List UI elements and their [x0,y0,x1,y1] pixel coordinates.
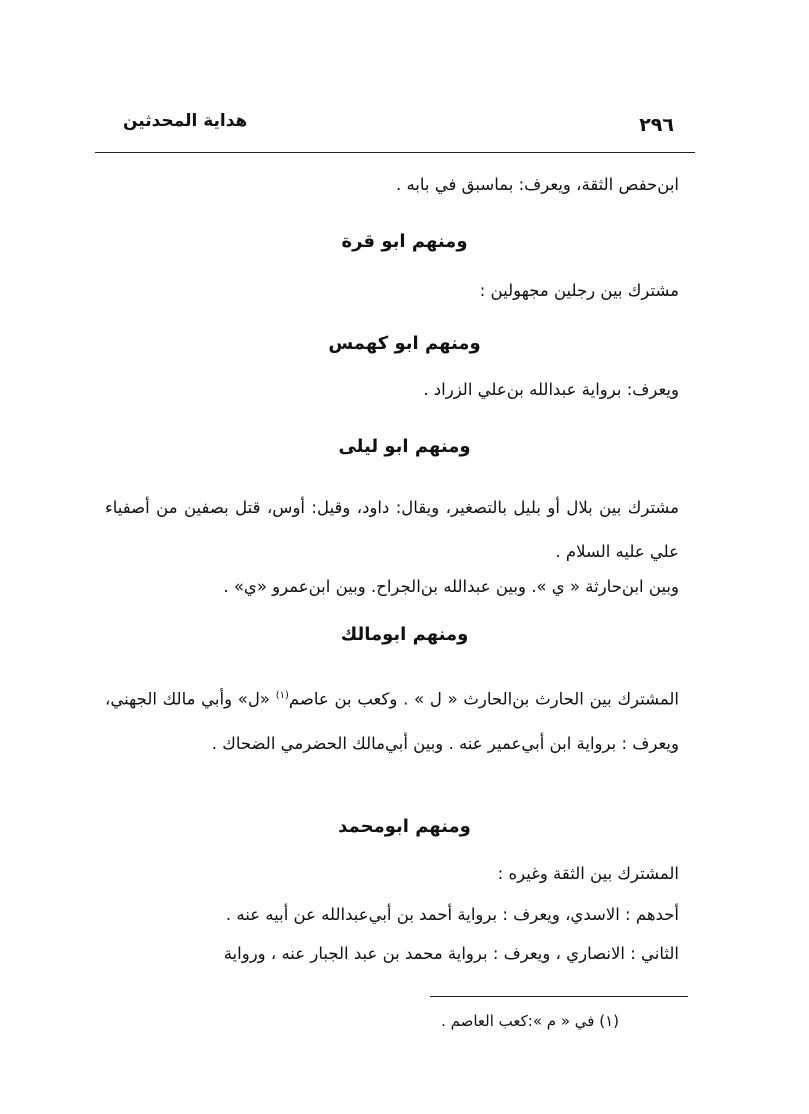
paragraph-abu-muhammad-first: أحدهم : الاسدي، ويعرف : برواية أحمد بن أبي‌عبدالله عن أبيه عنه . [225,905,679,924]
section-heading-abu-qurra: ومنهم ابو قرة [341,231,468,252]
paragraph-abu-qurra: مشترك بين رجلين مجهولين : [479,281,679,300]
section-heading-abu-muhammad: ومنهم ابومحمد [338,816,471,837]
running-title: هداية المحدثين [123,111,248,131]
intro-line: ابن‌حفص الثقة، ويعرف: بماسبق في بابه . [395,175,679,194]
section-heading-abu-kahmas: ومنهم ابو كهمس [328,333,481,354]
paragraph-abu-malik-part1: المشترك بين الحارث بن‌الحارث « ل » . وكعب بن عاصم [288,689,679,709]
footnote-marker: (١) [275,690,289,701]
paragraph-abu-muhammad-second: الثاني : الانصاري ، ويعرف : برواية محمد بن عبد الجبار عنه ، ورواية [223,944,679,963]
footnote: (١) في « م »:كعب العاصم . [441,1012,619,1030]
section-heading-abu-malik: ومنهم ابومالك [340,624,469,645]
header-divider [95,152,695,153]
paragraph-abu-layla-2: وبين ابن‌حارثة « ي ». وبين عبدالله بن‌الجراح. وبين ابن‌عمرو «ي» . [223,577,679,596]
paragraph-abu-malik-part2: «ل» وأبي مالك الجهني، ويعرف : برواية ابن أبي‌عمير عنه . وبين أبي‌مالك الحضرمي الضحاك . [105,689,679,753]
paragraph-abu-layla-1: مشترك بين بلال أو بليل بالتصغير، ويقال: داود، وقيل: أوس، قتل بصفين من أصفياء علي عليه السلام . [105,498,679,561]
footnote-divider [430,996,688,997]
section-heading-abu-layla: ومنهم ابو ليلى [338,436,471,457]
page-number: ٢٩٦ [639,114,674,136]
paragraph-abu-muhammad-intro: المشترك بين الثقة وغيره : [497,864,679,883]
paragraph-abu-malik [105,674,679,766]
paragraph-abu-kahmas: ويعرف: برواية عبدالله بن‌علي الزراد . [423,380,679,399]
